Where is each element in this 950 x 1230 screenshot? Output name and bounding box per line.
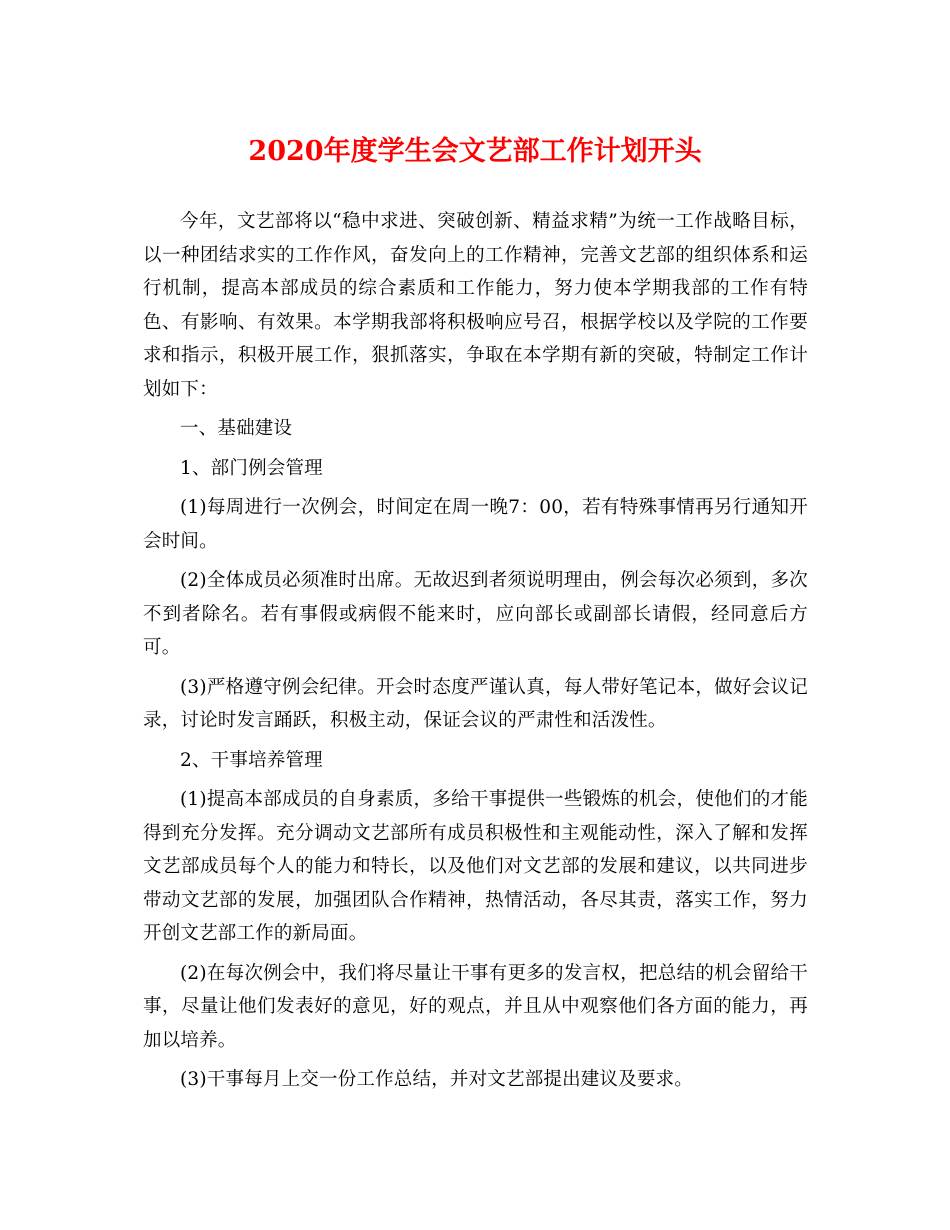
paragraph-intro: 今年，文艺部将以“稳中求进、突破创新、精益求精”为统一工作战略目标，以一种团结求实的工作作风，奋发向上的工作精神，完善文艺部的组织体系和运行机制，提高本部成员的综合素质和工作能力，努力使本学期我部的工作有特色、有影响、有效果。本学期我部将积极响应号召，根据学校以及学院的工作要求和指示，积极开展工作，狠抓落实，争取在本学期有新的突破，特制定工作计划如下： [143, 211, 808, 400]
paragraph-training-2: (2)在每次例会中，我们将尽量让干事有更多的发言权，把总结的机会留给干事，尽量让他们发表好的意见，好的观点，并且从中观察他们各方面的能力，再加以培养。 [143, 962, 808, 1051]
document-body [143, 205, 808, 1103]
subsection-heading-meeting-management: 1、部门例会管理 [180, 457, 323, 479]
paragraph-meeting-3: (3)严格遵守例会纪律。开会时态度严谨认真，每人带好笔记本，做好会议记录，讨论时发言踊跃，积极主动，保证会议的严肃性和活泼性。 [143, 676, 808, 731]
subsection-heading-staff-training: 2、干事培养管理 [180, 749, 323, 771]
section-heading-basic-construction: 一、基础建设 [180, 418, 293, 439]
paragraph-training-3: (3)干事每月上交一份工作总结，并对文艺部提出建议及要求。 [180, 1069, 694, 1090]
paragraph-meeting-1: (1)每周进行一次例会，时间定在周一晚7：00，若有特殊事情再另行通知开会时间。 [143, 497, 808, 552]
paragraph-training-1: (1)提高本部成员的自身素质，多给干事提供一些锻炼的机会，使他们的才能得到充分发挥。充分调动文艺部所有成员积极性和主观能动性，深入了解和发挥文艺部成员每个人的能力和特长，以及他们对文艺部的发展和建议，以共同进步带动文艺部的发展，加强团队合作精神，热情活动，各尽其责，落实工作，努力开创文艺部工作的新局面。 [143, 789, 808, 944]
document-title: 2020年度学生会文艺部工作计划开头 [248, 136, 702, 167]
paragraph-meeting-2: (2)全体成员必须准时出席。无故迟到者须说明理由，例会每次必须到，多次不到者除名。若有事假或病假不能来时，应向部长或副部长请假，经同意后方可。 [143, 570, 808, 658]
